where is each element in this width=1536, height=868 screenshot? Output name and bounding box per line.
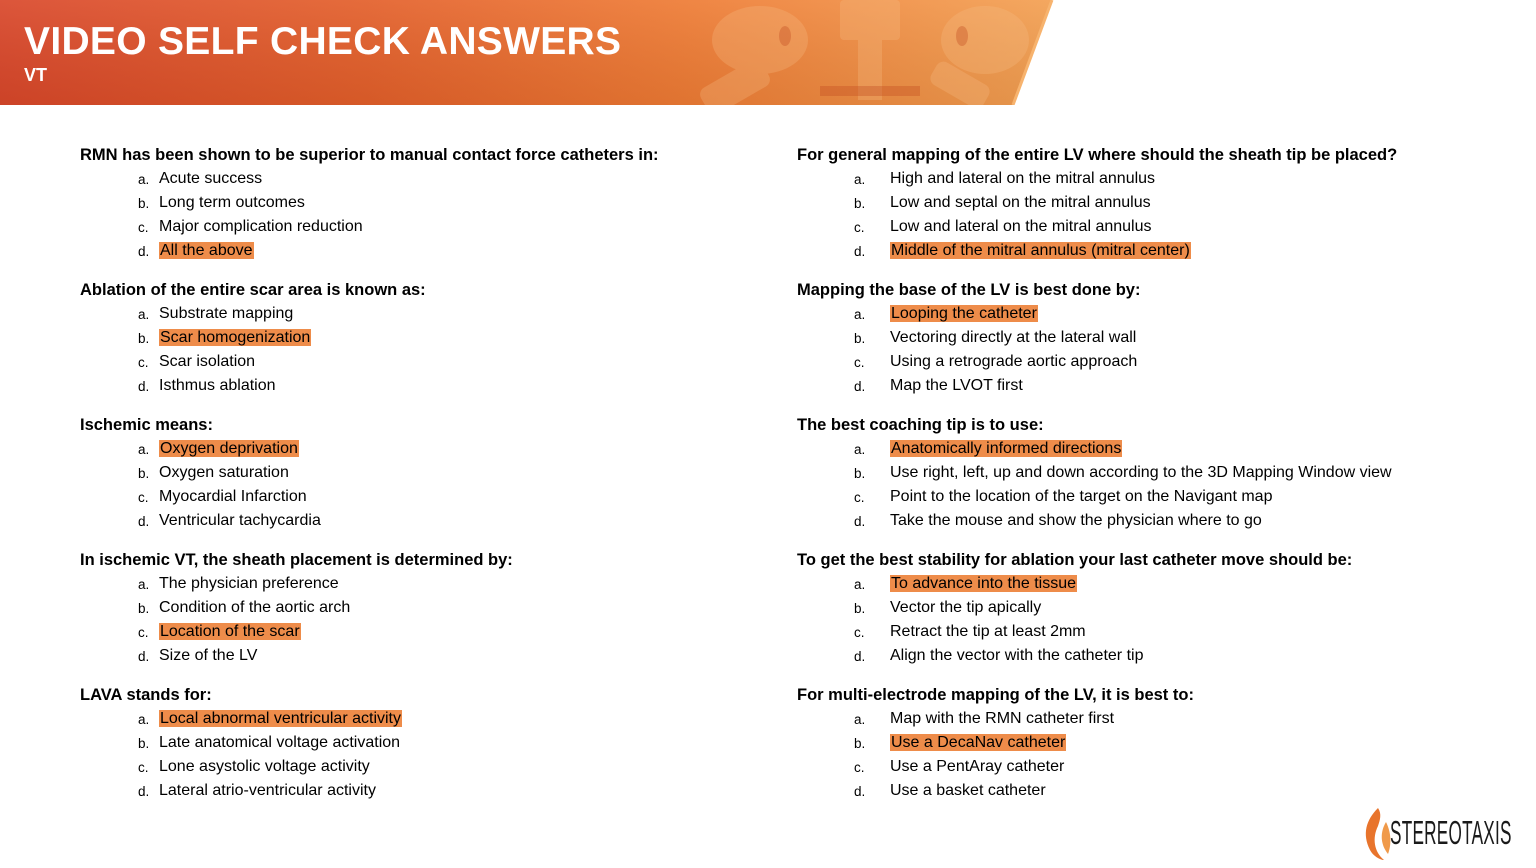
option-letter: d. <box>138 244 150 259</box>
option-letter: b. <box>138 196 150 211</box>
option-letter: d. <box>138 649 150 664</box>
option-letter: a. <box>138 712 150 727</box>
header-banner <box>0 0 1536 105</box>
correct-answer-highlight: Middle of the mitral annulus (mitral center) <box>891 242 1190 259</box>
page-title: VIDEO SELF CHECK ANSWERS <box>24 20 622 63</box>
question-block <box>80 278 760 398</box>
option-letter: c. <box>854 220 865 235</box>
answer-option <box>80 302 760 326</box>
stereotaxis-logo <box>1360 806 1520 862</box>
answer-option <box>80 326 760 350</box>
question-text: For general mapping of the entire LV where should the sheath tip be placed? <box>797 146 1398 164</box>
answer-option <box>797 620 1497 644</box>
answer-option <box>80 485 760 509</box>
answer-options <box>80 302 760 398</box>
option-letter: d. <box>854 379 866 394</box>
option-text: Major complication reduction <box>159 218 363 235</box>
answer-option <box>797 191 1497 215</box>
option-letter: a. <box>138 307 150 322</box>
answer-option <box>797 215 1497 239</box>
question-block <box>797 548 1497 668</box>
option-letter: a. <box>854 442 866 457</box>
correct-answer-highlight: Location of the scar <box>160 623 300 640</box>
option-letter: b. <box>854 331 866 346</box>
answer-option <box>80 374 760 398</box>
answer-options <box>80 707 760 803</box>
option-text: Align the vector with the catheter tip <box>890 647 1144 664</box>
option-text: Scar isolation <box>159 353 256 370</box>
option-text: Low and septal on the mitral annulus <box>890 194 1151 211</box>
option-letter: b. <box>138 601 150 616</box>
answer-option <box>797 572 1497 596</box>
correct-answer-highlight: Local abnormal ventricular activity <box>160 710 401 727</box>
answer-option <box>797 755 1497 779</box>
option-letter: d. <box>138 784 150 799</box>
option-letter: d. <box>138 379 150 394</box>
answer-option <box>80 509 760 533</box>
answer-option <box>80 731 760 755</box>
question-text: Ablation of the entire scar area is known as: <box>80 281 426 299</box>
question-block <box>797 683 1497 803</box>
option-text: Retract the tip at least 2mm <box>890 623 1086 640</box>
option-text: Acute success <box>159 170 263 187</box>
option-text: Lateral atrio-ventricular activity <box>159 782 376 799</box>
option-text: Late anatomical voltage activation <box>159 734 401 751</box>
option-letter: a. <box>138 577 150 592</box>
option-letter: a. <box>854 307 866 322</box>
answer-option <box>797 167 1497 191</box>
answer-option <box>797 731 1497 755</box>
option-text: Use right, left, up and down according to the 3D Mapping Window view <box>890 464 1392 481</box>
option-text: Use a basket catheter <box>890 782 1046 799</box>
answer-option <box>797 509 1497 533</box>
question-block <box>797 278 1497 398</box>
correct-answer-highlight: Oxygen deprivation <box>160 440 298 457</box>
option-letter: a. <box>854 712 866 727</box>
answer-option <box>80 167 760 191</box>
answer-option <box>797 302 1497 326</box>
answer-options <box>797 302 1497 398</box>
answer-option <box>797 644 1497 668</box>
correct-answer-highlight: To advance into the tissue <box>891 575 1077 592</box>
option-text: Ventricular tachycardia <box>159 512 321 529</box>
option-letter: a. <box>854 577 866 592</box>
answer-option <box>80 572 760 596</box>
option-letter: c. <box>138 220 149 235</box>
question-block <box>797 143 1497 263</box>
option-text: Map the LVOT first <box>890 377 1023 394</box>
option-text: Long term outcomes <box>159 194 305 211</box>
option-letter: b. <box>854 736 866 751</box>
answer-option <box>80 707 760 731</box>
question-text: The best coaching tip is to use: <box>797 416 1044 434</box>
option-letter: c. <box>138 490 149 505</box>
logo-text: STEREOTAXIS <box>1390 814 1512 851</box>
correct-answer-highlight: Use a DecaNav catheter <box>891 734 1066 751</box>
option-letter: c. <box>854 355 865 370</box>
option-letter: d. <box>854 244 866 259</box>
option-text: Condition of the aortic arch <box>159 599 351 616</box>
option-text: Vector the tip apically <box>890 599 1042 616</box>
question-block <box>80 548 760 668</box>
answer-option <box>797 461 1497 485</box>
answer-option <box>80 779 760 803</box>
option-letter: a. <box>854 172 866 187</box>
option-text: Map with the RMN catheter first <box>890 710 1115 727</box>
question-text: In ischemic VT, the sheath placement is determined by: <box>80 551 513 569</box>
option-text: Use a PentAray catheter <box>890 758 1065 775</box>
option-text: Low and lateral on the mitral annulus <box>890 218 1152 235</box>
option-text: High and lateral on the mitral annulus <box>890 170 1156 187</box>
answer-options <box>797 707 1497 803</box>
right-question-column <box>797 143 1497 818</box>
answer-option <box>80 644 760 668</box>
correct-answer-highlight: Looping the catheter <box>891 305 1037 322</box>
option-letter: d. <box>138 514 150 529</box>
answer-option <box>797 596 1497 620</box>
question-text: For multi-electrode mapping of the LV, it is best to: <box>797 686 1194 704</box>
answer-option <box>80 596 760 620</box>
answer-option <box>797 350 1497 374</box>
left-question-column <box>80 143 760 818</box>
option-letter: b. <box>138 736 150 751</box>
option-text: The physician preference <box>159 575 339 592</box>
answer-option <box>797 374 1497 398</box>
page-subtitle: VT <box>24 65 48 85</box>
option-letter: b. <box>854 601 866 616</box>
answer-option <box>80 215 760 239</box>
option-letter: c. <box>138 355 149 370</box>
answer-option <box>80 437 760 461</box>
answer-option <box>80 239 760 263</box>
option-letter: b. <box>854 466 866 481</box>
option-letter: c. <box>138 625 149 640</box>
option-letter: a. <box>138 172 150 187</box>
option-text: Lone asystolic voltage activity <box>159 758 370 775</box>
answer-option <box>80 350 760 374</box>
answer-option <box>797 326 1497 350</box>
option-text: Myocardial Infarction <box>159 488 307 505</box>
answer-option <box>80 461 760 485</box>
option-letter: b. <box>138 466 150 481</box>
answer-option <box>797 437 1497 461</box>
question-text: RMN has been shown to be superior to manual contact force catheters in: <box>80 146 659 164</box>
answer-option <box>80 755 760 779</box>
option-text: Size of the LV <box>159 647 258 664</box>
option-text: Vectoring directly at the lateral wall <box>890 329 1137 346</box>
option-letter: c. <box>854 760 865 775</box>
option-letter: b. <box>854 196 866 211</box>
question-text: LAVA stands for: <box>80 686 212 704</box>
correct-answer-highlight: Scar homogenization <box>160 329 311 346</box>
answer-options <box>797 437 1497 533</box>
answer-option <box>80 620 760 644</box>
option-letter: c. <box>138 760 149 775</box>
answer-options <box>797 572 1497 668</box>
correct-answer-highlight: All the above <box>160 242 253 259</box>
question-block <box>80 143 760 263</box>
answer-options <box>80 167 760 263</box>
question-block <box>797 413 1497 533</box>
answer-options <box>80 572 760 668</box>
option-letter: d. <box>854 514 866 529</box>
answer-option <box>797 239 1497 263</box>
answer-option <box>797 707 1497 731</box>
answer-option <box>80 191 760 215</box>
answer-options <box>797 167 1497 263</box>
question-text: Ischemic means: <box>80 416 213 434</box>
option-letter: c. <box>854 490 865 505</box>
option-text: Using a retrograde aortic approach <box>890 353 1138 370</box>
option-letter: c. <box>854 625 865 640</box>
answer-options <box>80 437 760 533</box>
question-text: Mapping the base of the LV is best done by: <box>797 281 1141 299</box>
option-letter: d. <box>854 784 866 799</box>
option-text: Substrate mapping <box>159 305 294 322</box>
option-letter: d. <box>854 649 866 664</box>
correct-answer-highlight: Anatomically informed directions <box>891 440 1122 457</box>
question-text: To get the best stability for ablation your last catheter move should be: <box>797 551 1353 569</box>
option-text: Take the mouse and show the physician where to go <box>890 512 1262 529</box>
answer-option <box>797 485 1497 509</box>
option-letter: b. <box>138 331 150 346</box>
option-text: Point to the location of the target on the Navigant map <box>890 488 1273 505</box>
question-block <box>80 413 760 533</box>
option-text: Oxygen saturation <box>159 464 289 481</box>
stereotaxis-flame-icon <box>1360 806 1394 862</box>
option-text: Isthmus ablation <box>159 377 276 394</box>
option-letter: a. <box>138 442 150 457</box>
answer-option <box>797 779 1497 803</box>
question-block <box>80 683 760 803</box>
